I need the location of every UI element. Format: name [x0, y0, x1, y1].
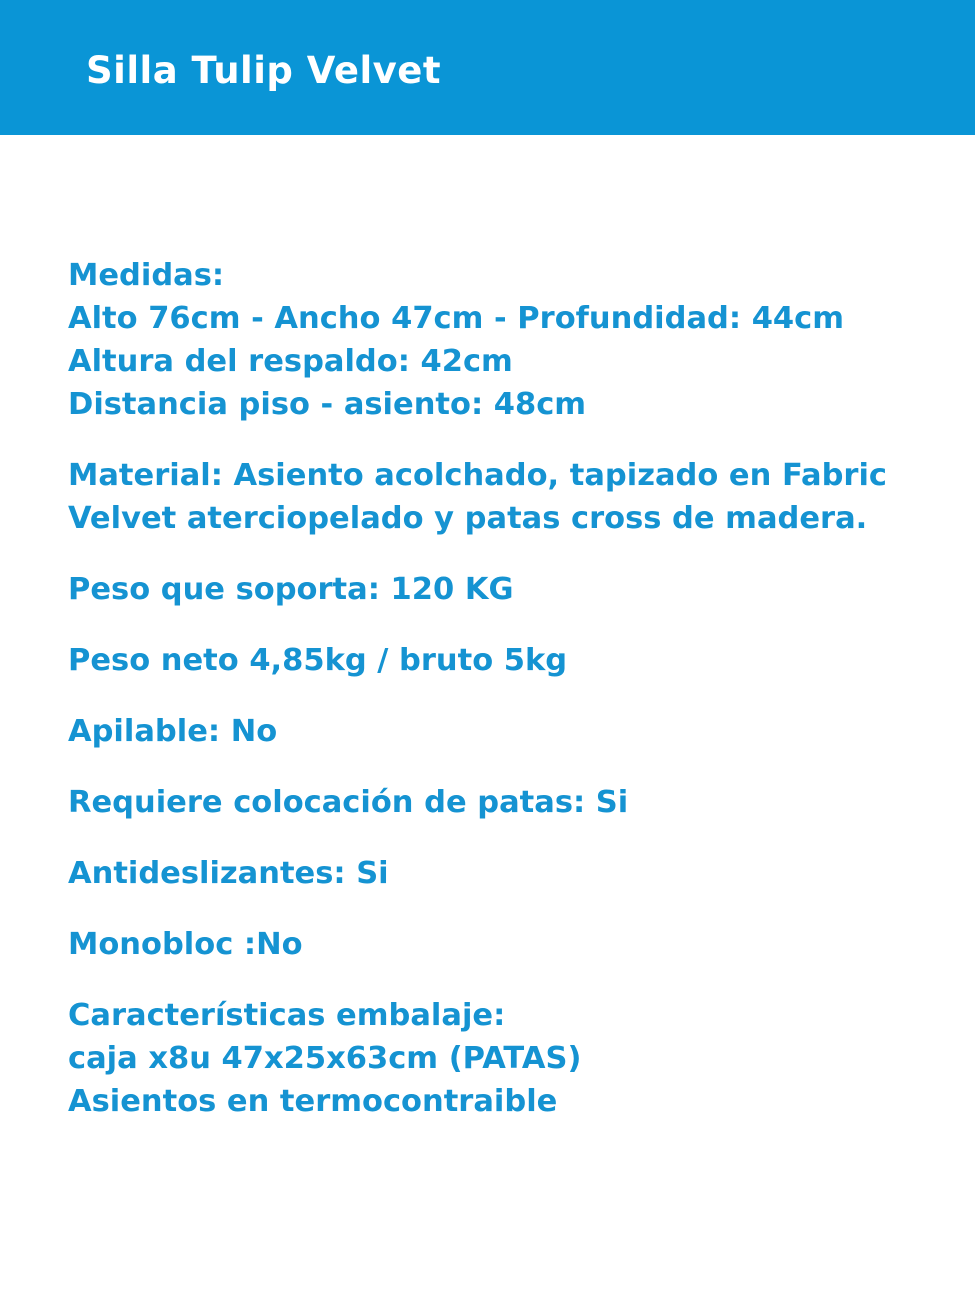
spec-packaging-box: caja x8u 47x25x63cm (PATAS) [68, 1041, 582, 1076]
header-banner [0, 0, 975, 135]
spec-non-slip-text: Antideslizantes: Si [68, 856, 389, 891]
spec-max-weight [68, 568, 968, 611]
spec-net-weight-text: Peso neto 4,85kg / bruto 5kg [68, 643, 568, 678]
spec-monobloc [68, 923, 968, 966]
spec-packaging-seats: Asientos en termocontraible [68, 1084, 558, 1119]
spec-list [68, 254, 968, 1151]
spec-leg-assembly-text: Requiere colocación de patas: Si [68, 785, 629, 820]
spec-medidas-heading: Medidas: [68, 258, 225, 293]
spec-material-line-2: Velvet aterciopelado y patas cross de madera. [68, 501, 868, 536]
spec-medidas [68, 254, 968, 426]
page-title: Silla Tulip Velvet [86, 49, 442, 92]
spec-packaging [68, 994, 968, 1123]
spec-backrest-height: Altura del respaldo: 42cm [68, 344, 513, 379]
spec-material-line-1: Material: Asiento acolchado, tapizado en Fabric [68, 458, 887, 493]
spec-non-slip [68, 852, 968, 895]
spec-stackable [68, 710, 968, 753]
spec-seat-height: Distancia piso - asiento: 48cm [68, 387, 587, 422]
spec-stackable-text: Apilable: No [68, 714, 278, 749]
spec-dimensions: Alto 76cm - Ancho 47cm - Profundidad: 44cm [68, 301, 844, 336]
spec-max-weight-text: Peso que soporta: 120 KG [68, 572, 514, 607]
spec-monobloc-text: Monobloc :No [68, 927, 303, 962]
spec-net-weight [68, 639, 968, 682]
spec-material [68, 454, 968, 540]
spec-packaging-heading: Características embalaje: [68, 998, 506, 1033]
spec-leg-assembly [68, 781, 968, 824]
